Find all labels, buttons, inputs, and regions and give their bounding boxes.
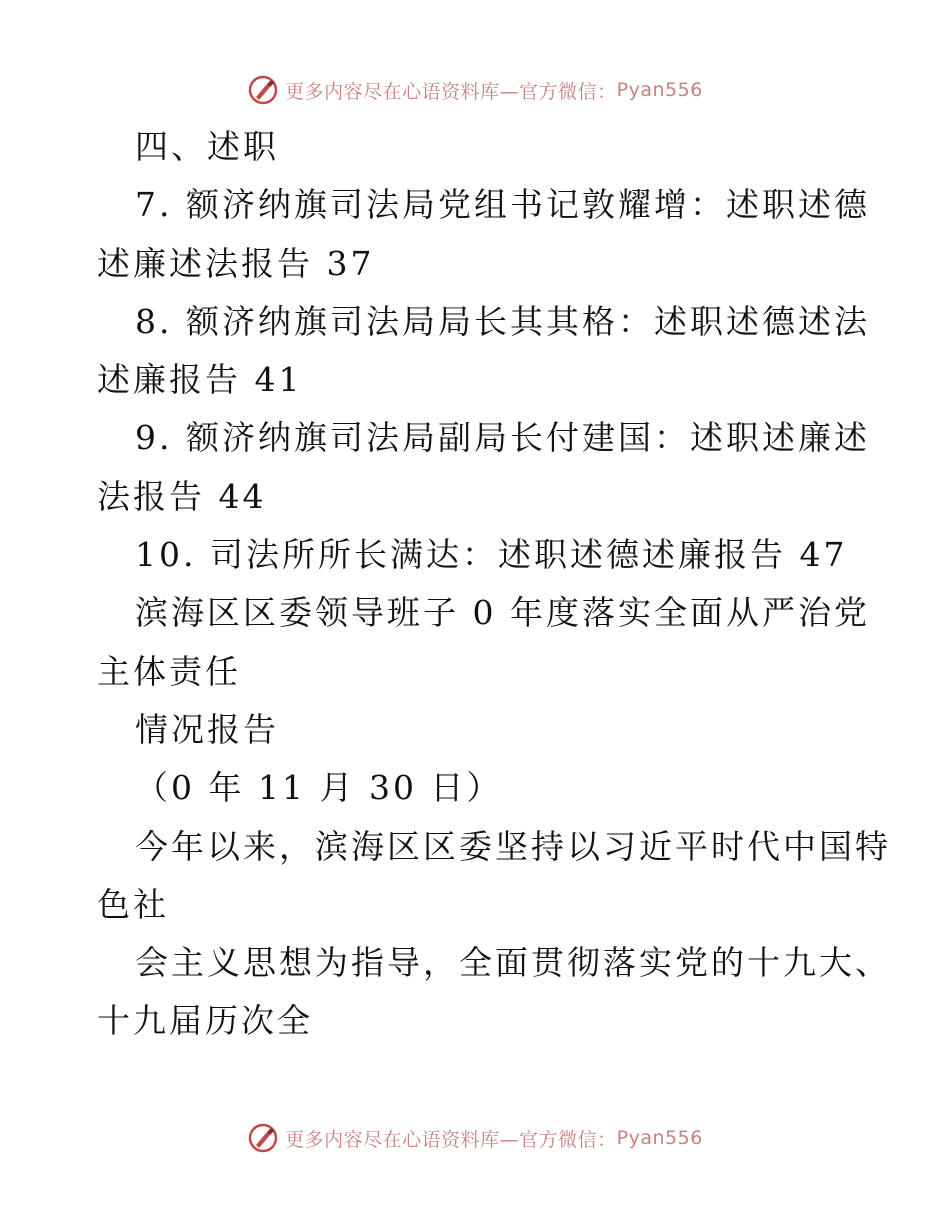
text-line: 7. 额济纳旗司法局党组书记敦耀增：述职述德: [135, 185, 870, 225]
footer-watermark: [0, 1118, 950, 1158]
pen-logo-icon: [247, 1122, 279, 1154]
text-line: 四、述职: [135, 127, 279, 166]
text-line: 色社: [97, 884, 169, 924]
text-line: 主体责任: [97, 651, 241, 691]
text-line: 十九届历次全: [97, 1001, 313, 1041]
text-line: 滨海区区委领导班子 0 年度落实全面从严治党: [135, 593, 870, 633]
text-line: 法报告 44: [97, 476, 267, 516]
text-line: 9. 额济纳旗司法局副局长付建国：述职述廉述: [135, 418, 870, 458]
text-line: （0 年 11 月 30 日）: [135, 768, 503, 808]
watermark-wechat-id: Pyan556: [616, 79, 703, 101]
text-line: 情况报告: [135, 709, 279, 749]
text-line: 述廉述法报告 37: [97, 243, 375, 283]
text-line: 10. 司法所所长满达：述职述德述廉报告 47: [135, 535, 848, 575]
text-line: 今年以来，滨海区区委坚持以习近平时代中国特: [135, 826, 891, 866]
text-line: 会主义思想为指导，全面贯彻落实党的十九大、: [135, 943, 891, 983]
watermark-wechat-id: Pyan556: [616, 1127, 703, 1149]
watermark-text: 更多内容尽在心语资料库—官方微信：: [285, 1128, 617, 1151]
text-line: 述廉报告 41: [97, 360, 303, 400]
watermark-text: 更多内容尽在心语资料库—官方微信：: [285, 80, 617, 103]
pen-logo-icon: [247, 74, 279, 106]
header-watermark: [0, 70, 950, 110]
document-body: [97, 118, 891, 1051]
text-line: 8. 额济纳旗司法局局长其其格：述职述德述法: [135, 301, 870, 341]
